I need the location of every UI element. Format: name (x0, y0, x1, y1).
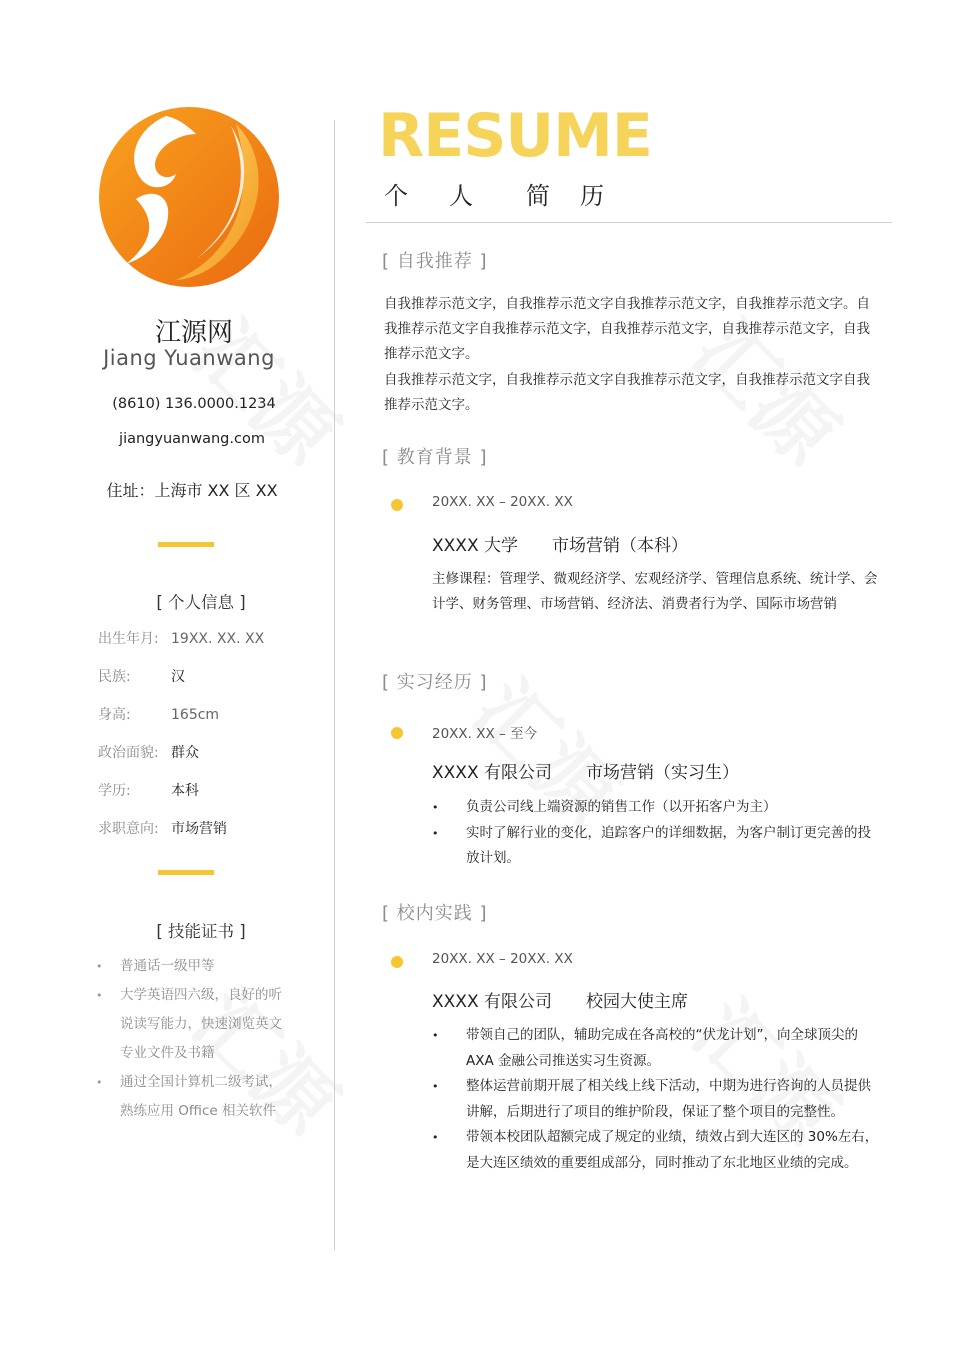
name-english: Jiang Yuanwang (103, 346, 275, 370)
divider-bar (158, 542, 214, 547)
resume-title: RESUME (378, 101, 652, 171)
internship-date: 20XX. XX – 至今 (432, 726, 538, 742)
bullet-item: • 带领本校团队超额完成了规定的业绩，绩效占到大连区的 30%左右，是大连区绩效的重要组成部分，同时推动了东北地区业绩的完成。 (432, 1125, 880, 1176)
bullet-item: • 实时了解行业的变化，追踪客户的详细数据，为客户制订更完善的投放计划。 (432, 821, 880, 872)
campus-date: 20XX. XX – 20XX. XX (432, 951, 573, 967)
divider-bar (158, 870, 214, 875)
info-value: 165cm (171, 707, 220, 723)
skills-list (96, 952, 291, 1126)
name-chinese: 江源网 (154, 318, 233, 348)
subtitle-char: 简 (526, 182, 550, 210)
info-value: 市场营销 (171, 821, 227, 837)
info-row-objective (98, 819, 227, 839)
internship-heading: [ 实习经历 ] (382, 672, 488, 693)
internship-title (432, 758, 739, 783)
info-label: 出生年月: (98, 631, 159, 647)
subtitle-char: 人 (449, 182, 473, 210)
info-value: 19XX. XX. XX (171, 631, 265, 647)
phone-number: (8610) 136.0000.1234 (112, 396, 276, 412)
bullet-item: • 整体运营前期开展了相关线上线下活动，中期为进行咨询的人员提供讲解，后期进行了项目的维护阶段，保证了整个项目的完整性。 (432, 1074, 880, 1125)
personal-info-heading: [ 个人信息 ] (156, 593, 246, 612)
education-courses: 主修课程：管理学、微观经济学、宏观经济学、管理信息系统、统计学、会计学、财务管理、市场营销、经济法、消费者行为学、国际市场营销 (432, 571, 878, 612)
bullet-item: • 带领自己的团队，辅助完成在各高校的“伏龙计划”，向全球顶尖的 AXA 金融公司推送实习生资源。 (432, 1023, 880, 1074)
school-name: XXXX 大学 (432, 536, 518, 556)
info-row-height (98, 705, 219, 725)
column-divider (334, 120, 335, 1250)
role-name: 市场营销（实习生） (586, 763, 739, 783)
address: 住址：上海市 XX 区 XX (106, 481, 278, 500)
education-title (432, 531, 688, 556)
education-heading: [ 教育背景 ] (382, 447, 488, 468)
info-label: 学历: (98, 783, 131, 799)
subtitle-char: 个 (384, 182, 408, 210)
subtitle-char: 历 (580, 182, 604, 210)
info-value: 汉 (171, 669, 185, 685)
header-divider (366, 222, 892, 223)
info-row-education (98, 781, 199, 801)
info-row-birth (98, 629, 264, 649)
info-label: 政治面貌: (98, 745, 159, 761)
skill-item: • 大学英语四六级，良好的听说读写能力，快速浏览英文专业文件及书籍 (96, 981, 291, 1068)
company-name: XXXX 有限公司 (432, 992, 552, 1012)
info-label: 民族: (98, 669, 131, 685)
info-value: 群众 (171, 745, 199, 761)
self-recommend-para-2: 自我推荐示范文字，自我推荐示范文字自我推荐示范文字，自我推荐示范文字自我推荐示范文字。 (384, 372, 870, 413)
info-row-ethnicity (98, 667, 185, 687)
timeline-dot (391, 727, 403, 739)
skills-heading: [ 技能证书 ] (156, 922, 246, 941)
timeline-dot (391, 499, 403, 511)
role-name: 校园大使主席 (586, 992, 688, 1012)
campus-title (432, 987, 688, 1012)
major-name: 市场营销（本科） (552, 536, 688, 556)
timeline-dot (391, 956, 403, 968)
info-label: 身高: (98, 707, 131, 723)
company-name: XXXX 有限公司 (432, 763, 552, 783)
education-date: 20XX. XX – 20XX. XX (432, 494, 573, 510)
campus-heading: [ 校内实践 ] (382, 903, 488, 924)
self-recommend-para-1: 自我推荐示范文字，自我推荐示范文字自我推荐示范文字，自我推荐示范文字。自我推荐示范文字自我推荐示范文字，自我推荐示范文字，自我推荐示范文字，自我推荐示范文字。 (384, 296, 870, 362)
internship-bullets (432, 795, 880, 872)
logo-icon (96, 104, 282, 290)
campus-bullets (432, 1023, 880, 1176)
skill-item: • 通过全国计算机二级考试，熟练应用 Office 相关软件 (96, 1068, 291, 1126)
info-label: 求职意向: (98, 821, 159, 837)
skill-item: • 普通话一级甲等 (96, 952, 291, 981)
info-value: 本科 (171, 783, 199, 799)
bullet-item: • 负责公司线上端资源的销售工作（以开拓客户为主） (432, 795, 880, 821)
info-row-political (98, 743, 199, 763)
website: jiangyuanwang.com (119, 431, 265, 447)
self-recommend-heading: [ 自我推荐 ] (382, 251, 488, 272)
